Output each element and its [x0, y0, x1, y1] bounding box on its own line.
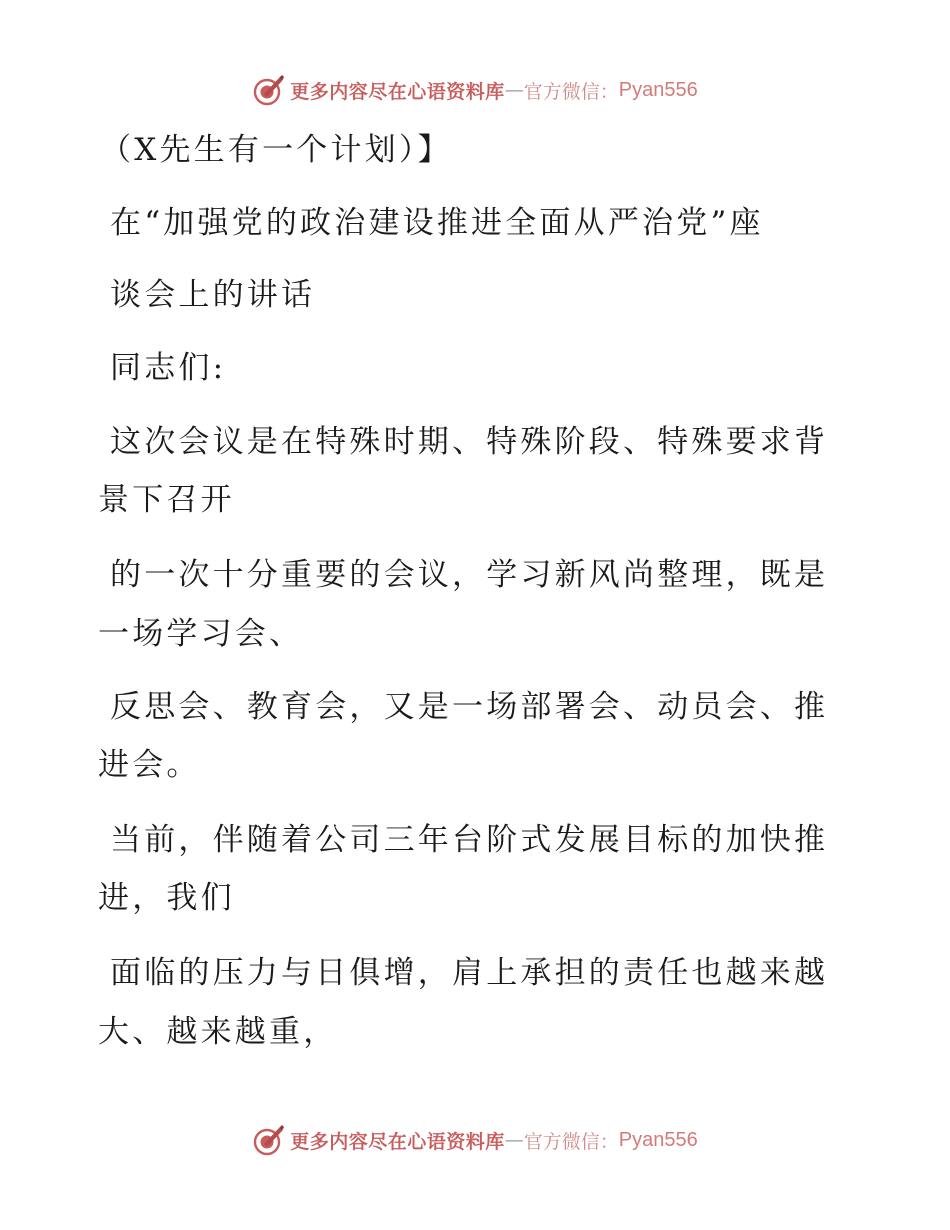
text-line: 面临的压力与日俱增，肩上承担的责任也越来越: [110, 955, 829, 991]
text-line: 同志们:: [110, 350, 227, 386]
text-line: 这次会议是在特殊时期、特殊阶段、特殊要求背: [110, 424, 829, 460]
text-line: 进会。: [98, 747, 201, 783]
banner-main-text: 更多内容尽在心语资料库: [290, 1130, 505, 1153]
text-line: （X先生有一个计划）】: [100, 132, 452, 168]
text-line: 进，我们: [98, 880, 235, 916]
banner-separator: —: [504, 1129, 524, 1151]
banner-wechat-label: 官方微信：: [523, 1130, 619, 1153]
banner-wechat-id: Pyan556: [618, 78, 698, 101]
text-line: 谈会上的讲话: [110, 277, 316, 313]
text-line: 一场学习会、: [98, 616, 304, 652]
text-line: 景下召开: [98, 482, 235, 518]
banner-wechat-id: Pyan556: [618, 1128, 698, 1151]
banner-main-text: 更多内容尽在心语资料库: [290, 80, 505, 103]
text-line: 在“加强党的政治建设推进全面从严治党”座: [110, 205, 764, 241]
footer-banner: [0, 1120, 950, 1160]
pen-logo-icon: [252, 73, 286, 107]
text-line: 反思会、教育会，又是一场部署会、动员会、推: [110, 689, 829, 725]
banner-separator: —: [504, 79, 524, 101]
text-line: 的一次十分重要的会议，学习新风尚整理，既是: [110, 557, 829, 593]
text-line: 大、越来越重，: [98, 1014, 338, 1050]
text-line: 当前，伴随着公司三年台阶式发展目标的加快推: [110, 822, 829, 858]
header-banner: [0, 70, 950, 110]
banner-wechat-label: 官方微信：: [523, 80, 619, 103]
pen-logo-icon: [252, 1123, 286, 1157]
